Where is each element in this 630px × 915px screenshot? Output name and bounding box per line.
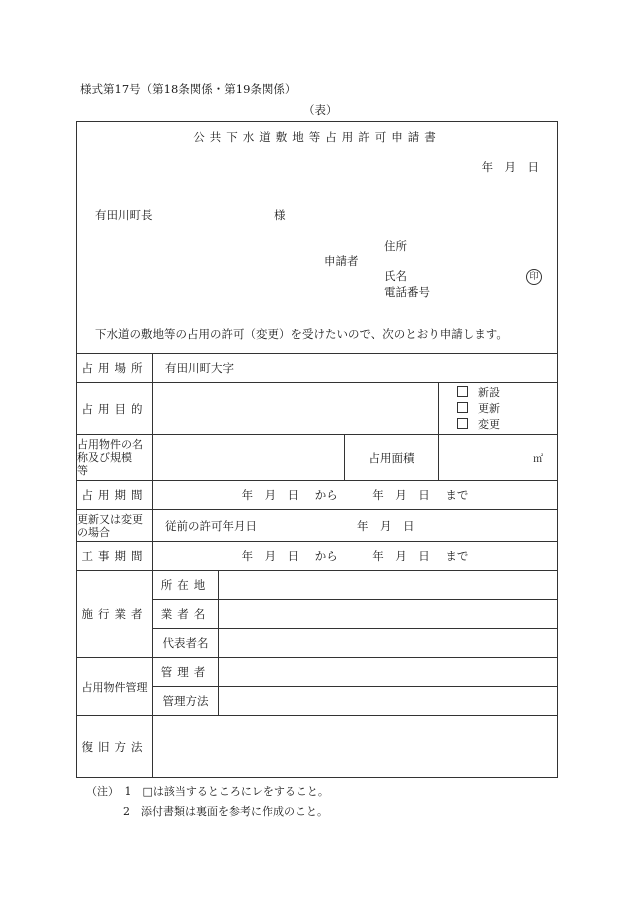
application-statement: 下水道の敷地等の占用の許可（変更）を受けたいので、次のとおり申請します。 [95, 327, 508, 341]
period-field[interactable] [153, 481, 558, 510]
restoration-field[interactable] [153, 716, 558, 778]
applicant-phone-label: 電話番号 [384, 285, 430, 299]
renewal-text: 従前の許可年月日 [165, 518, 257, 533]
note-2-number: 2 [123, 805, 130, 818]
contractor-address-field[interactable] [219, 571, 558, 600]
note-2-text: 添付書類は裏面を参考に作成のこと。 [141, 805, 328, 818]
manager-field[interactable] [219, 658, 558, 687]
restoration-label: 復旧方法 [77, 716, 153, 778]
form-title: 公共下水道敷地等占用許可申請書 [193, 130, 441, 144]
option-renew[interactable] [457, 401, 557, 417]
note-2 [86, 802, 329, 822]
object-label: 占用物件の名称及び規模 等 [77, 435, 153, 481]
side-label: （表） [303, 103, 338, 117]
work-period-field[interactable] [153, 542, 558, 571]
contractor-name-label: 業者名 [153, 600, 219, 629]
renewal-date: 年 月 日 [357, 518, 415, 533]
application-date[interactable]: 年 月 日 [481, 160, 540, 174]
applicant-name-label: 氏名 [384, 269, 407, 283]
management-method-field[interactable] [219, 687, 558, 716]
work-period-label: 工事期間 [77, 542, 153, 571]
contractor-name-field[interactable] [219, 600, 558, 629]
area-unit: ㎡ [533, 454, 544, 465]
management-method-label: 管理方法 [153, 687, 219, 716]
option-renew-label: 更新 [478, 401, 500, 415]
seal-icon: 印 [526, 269, 542, 285]
period-from: 年 月 日 から [241, 488, 338, 502]
area-label: 占用面積 [345, 435, 439, 481]
note-1-number: 1 [124, 785, 132, 798]
period-to: 年 月 日 まで [372, 488, 469, 502]
object-field[interactable] [153, 435, 345, 481]
form-number: 様式第17号（第18条関係・第19条関係） [80, 82, 297, 96]
contractor-rep-field[interactable] [219, 629, 558, 658]
option-change-label: 変更 [478, 417, 500, 431]
contractor-rep-label: 代表者名 [153, 629, 219, 658]
checkbox-icon[interactable] [457, 386, 468, 397]
contractor-label: 施行業者 [77, 571, 153, 658]
work-period-from: 年 月 日 から [241, 549, 338, 563]
notes [86, 782, 329, 822]
period-label: 占用期間 [77, 481, 153, 510]
location-field[interactable]: 有田川町大字 [153, 354, 558, 383]
location-label: 占用場所 [77, 354, 153, 383]
contractor-address-label: 所在地 [153, 571, 219, 600]
addressee: 有田川町長 [95, 208, 153, 222]
notes-prefix: （注） [86, 785, 114, 798]
application-form-table [76, 121, 558, 778]
checkbox-icon[interactable] [457, 418, 468, 429]
applicant-address-label: 住所 [384, 239, 407, 253]
purpose-label: 占用目的 [77, 383, 153, 435]
work-period-to: 年 月 日 まで [372, 549, 469, 563]
renewal-label: 更新又は変更の場合 [77, 510, 153, 542]
area-field[interactable] [439, 435, 558, 481]
renewal-field[interactable] [153, 510, 558, 542]
management-label: 占用物件管理 [77, 658, 153, 716]
option-change[interactable] [457, 417, 557, 433]
option-new[interactable] [457, 385, 557, 401]
form-header [77, 122, 558, 354]
purpose-field[interactable] [153, 383, 439, 435]
applicant-label: 申請者 [324, 254, 359, 268]
note-1-text: □は該当するところにレをすること。 [142, 785, 329, 798]
honorific: 様 [274, 208, 286, 222]
manager-label: 管理者 [153, 658, 219, 687]
note-1 [86, 782, 329, 802]
option-new-label: 新設 [478, 385, 500, 399]
checkbox-icon[interactable] [457, 402, 468, 413]
purpose-options [439, 383, 558, 435]
